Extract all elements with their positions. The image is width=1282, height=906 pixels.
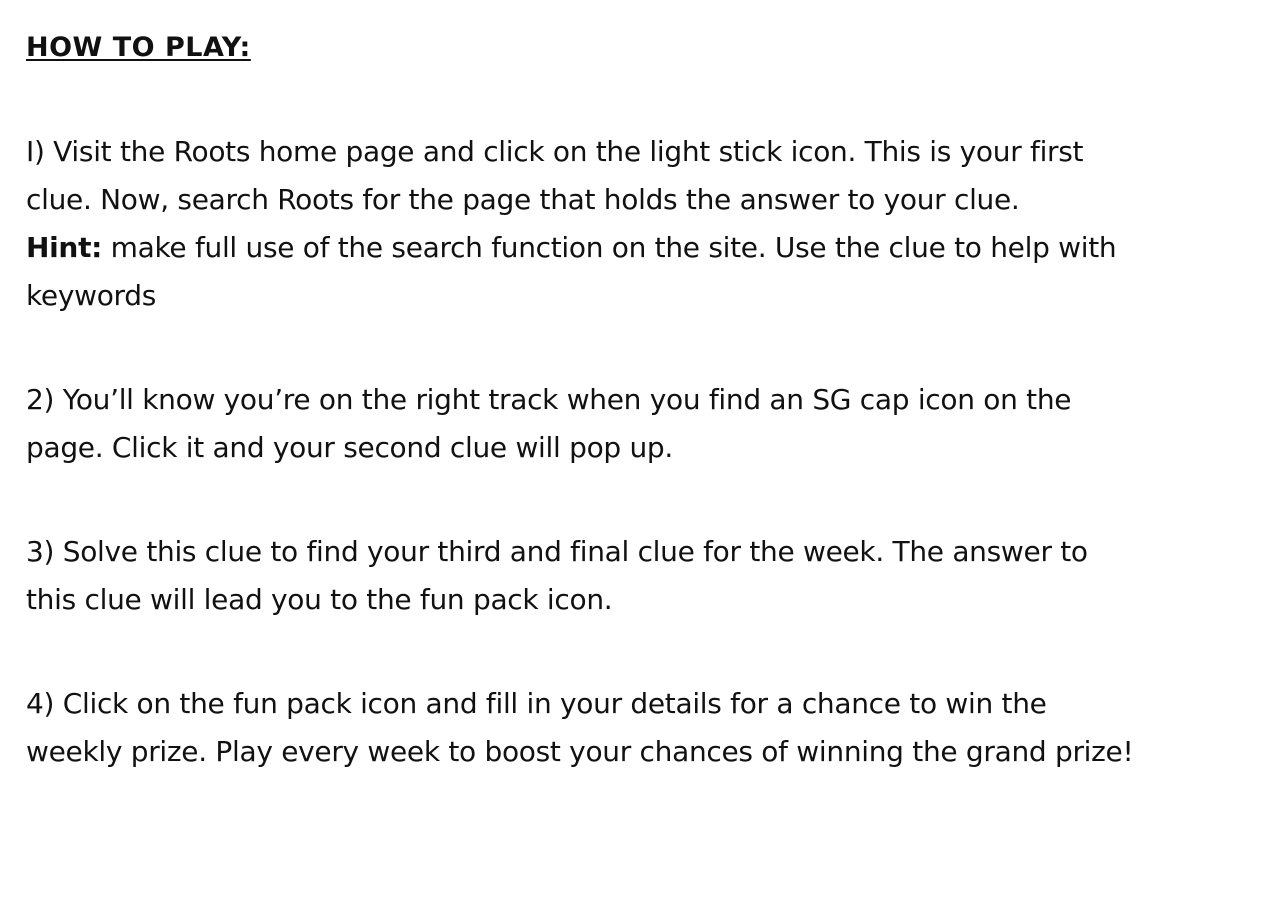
step-3-text: 3) Solve this clue to find your third and final clue for the week. The answer to this clue will lead you to the fun pack icon. — [26, 535, 1088, 616]
step-1-hint — [26, 224, 1136, 320]
step-2-text: 2) You’ll know you’re on the right track when you find an SG cap icon on the page. Click it and your second clue will pop up. — [26, 383, 1072, 464]
hint-text: make full use of the search function on the site. Use the clue to help with keywords — [26, 231, 1117, 312]
hint-label: Hint: — [26, 231, 103, 264]
step-2 — [26, 376, 1136, 472]
step-1 — [26, 128, 1136, 320]
step-4-text: 4) Click on the fun pack icon and fill in your details for a chance to win the weekly prize. Play every week to boost your chances of winning the grand prize! — [26, 687, 1134, 768]
step-1-text: I) Visit the Roots home page and click on the light stick icon. This is your first clue. Now, search Roots for the page that holds the answer to your clue. — [26, 135, 1084, 216]
instructions-list — [26, 128, 1136, 776]
step-3 — [26, 528, 1136, 624]
page-title: HOW TO PLAY: — [26, 32, 251, 63]
step-4 — [26, 680, 1136, 776]
